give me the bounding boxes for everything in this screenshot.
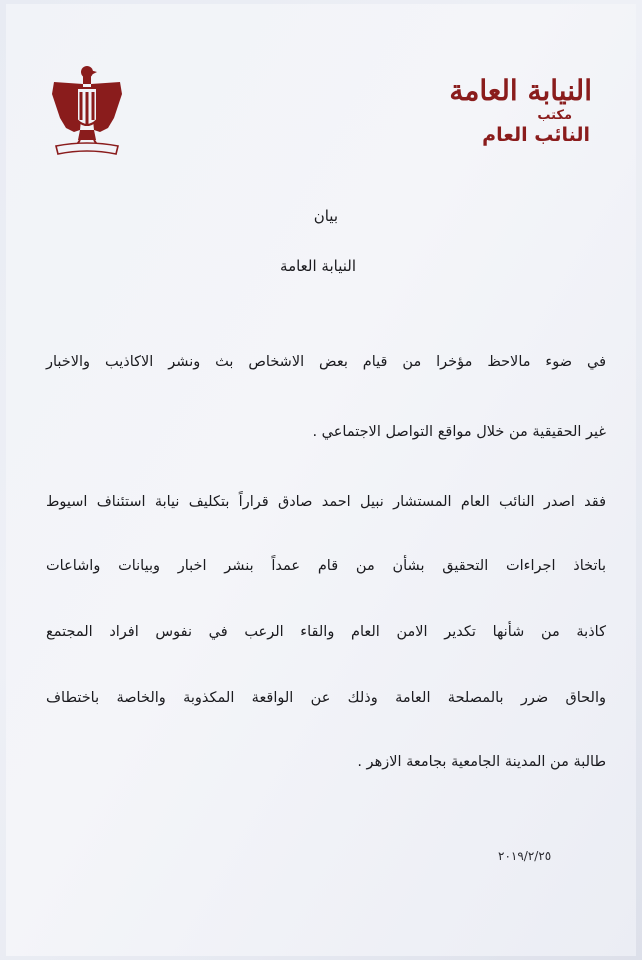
body-line-7: طالبة من المدينة الجامعية بجامعة الازهر . (357, 754, 606, 770)
letterhead (396, 74, 596, 146)
statement-subtitle: النيابة العامة (280, 257, 356, 275)
document-date: ٢٠١٩/٢/٢٥ (498, 849, 552, 863)
eagle-emblem-icon (50, 60, 124, 160)
body-line-2: غير الحقيقية من خلال مواقع التواصل الاجتماعي . (312, 424, 606, 440)
letterhead-attorney-general: النائب العام (482, 124, 590, 146)
body-line-6: والحاق ضرر بالمصلحة العامة وذلك عن الواقعة المكذوبة والخاصة باختطاف (46, 690, 606, 706)
letterhead-office-label: مكتب (537, 108, 572, 123)
body-line-1: في ضوء مالاحظ مؤخرا من قيام بعض الاشخاص بث ونشر الاكاذيب والاخبار (46, 354, 606, 370)
body-line-4: باتخاذ اجراءات التحقيق بشأن من قام عمداً بنشر اخبار وبيانات واشاعات (46, 558, 606, 574)
statement-title: بيان (313, 207, 338, 225)
body-line-5: كاذبة من شأنها تكدير الامن العام والقاء الرعب في نفوس افراد المجتمع (46, 624, 606, 640)
paper-sheet (6, 4, 636, 956)
letterhead-office-name: النيابة العامة (449, 74, 592, 107)
body-line-3: فقد اصدر النائب العام المستشار نبيل احمد صادق قراراً بتكليف نيابة استئناف اسيوط (46, 494, 606, 510)
